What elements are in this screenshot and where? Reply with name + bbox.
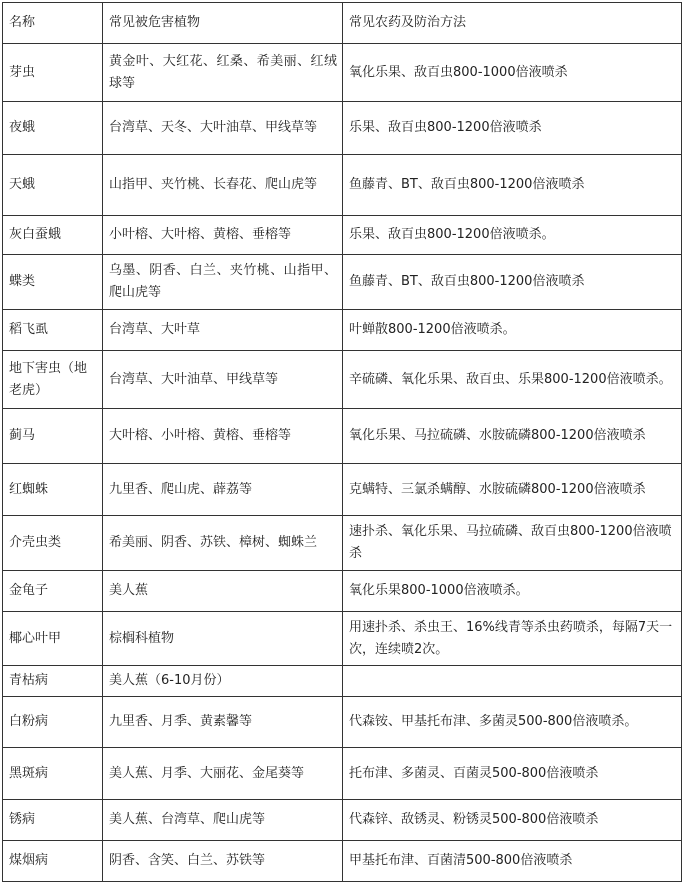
- cell-plants: 美人蕉（6-10月份）: [103, 666, 343, 697]
- table-row: [3, 841, 682, 882]
- cell-name: 稻飞虱: [3, 310, 103, 351]
- cell-method: 叶蝉散800-1200倍液喷杀。: [343, 310, 682, 351]
- table-row: [3, 697, 682, 748]
- table-row: [3, 102, 682, 155]
- cell-plants: 乌墨、阴香、白兰、夹竹桃、山指甲、爬山虎等: [103, 255, 343, 310]
- pest-control-table: [2, 2, 682, 882]
- cell-plants: 美人蕉: [103, 571, 343, 612]
- table-row: [3, 351, 682, 409]
- cell-method: 辛硫磷、氧化乐果、敌百虫、乐果800-1200倍液喷杀。: [343, 351, 682, 409]
- cell-name: 天蛾: [3, 155, 103, 216]
- cell-name: 地下害虫（地老虎）: [3, 351, 103, 409]
- table-row: [3, 216, 682, 255]
- cell-plants: 山指甲、夹竹桃、长春花、爬山虎等: [103, 155, 343, 216]
- cell-method: 乐果、敌百虫800-1200倍液喷杀: [343, 102, 682, 155]
- cell-name: 介壳虫类: [3, 516, 103, 571]
- table-body: [3, 44, 682, 882]
- cell-method: 氧化乐果、敌百虫800-1000倍液喷杀: [343, 44, 682, 102]
- table-row: [3, 748, 682, 800]
- table-row: [3, 464, 682, 516]
- cell-plants: 九里香、爬山虎、薜荔等: [103, 464, 343, 516]
- cell-plants: 黄金叶、大红花、红桑、希美丽、红绒球等: [103, 44, 343, 102]
- cell-plants: 台湾草、天冬、大叶油草、甲线草等: [103, 102, 343, 155]
- header-row: [3, 3, 682, 44]
- table-row: [3, 571, 682, 612]
- cell-name: 蝶类: [3, 255, 103, 310]
- cell-method: 甲基托布津、百菌清500-800倍液喷杀: [343, 841, 682, 882]
- cell-method: 托布津、多菌灵、百菌灵500-800倍液喷杀: [343, 748, 682, 800]
- cell-method: 鱼藤青、BT、敌百虫800-1200倍液喷杀: [343, 155, 682, 216]
- cell-plants: 棕榈科植物: [103, 612, 343, 666]
- cell-name: 灰白蚕蛾: [3, 216, 103, 255]
- cell-plants: 台湾草、大叶草: [103, 310, 343, 351]
- table-row: [3, 800, 682, 841]
- cell-plants: 阴香、含笑、白兰、苏铁等: [103, 841, 343, 882]
- table-row: [3, 310, 682, 351]
- cell-plants: 美人蕉、台湾草、爬山虎等: [103, 800, 343, 841]
- table-row: [3, 44, 682, 102]
- cell-method: 氧化乐果、马拉硫磷、水胺硫磷800-1200倍液喷杀: [343, 409, 682, 464]
- cell-plants: 大叶榕、小叶榕、黄榕、垂榕等: [103, 409, 343, 464]
- cell-name: 金龟子: [3, 571, 103, 612]
- cell-method: 代森铵、甲基托布津、多菌灵500-800倍液喷杀。: [343, 697, 682, 748]
- cell-plants: 希美丽、阴香、苏铁、樟树、蜘蛛兰: [103, 516, 343, 571]
- header-name: 名称: [3, 3, 103, 44]
- cell-plants: 台湾草、大叶油草、甲线草等: [103, 351, 343, 409]
- cell-method: 氧化乐果800-1000倍液喷杀。: [343, 571, 682, 612]
- table-row: [3, 255, 682, 310]
- cell-method: [343, 666, 682, 697]
- header-method: 常见农药及防治方法: [343, 3, 682, 44]
- cell-name: 煤烟病: [3, 841, 103, 882]
- cell-method: 代森锌、敌锈灵、粉锈灵500-800倍液喷杀: [343, 800, 682, 841]
- cell-name: 蓟马: [3, 409, 103, 464]
- table-row: [3, 155, 682, 216]
- cell-method: 速扑杀、氧化乐果、马拉硫磷、敌百虫800-1200倍液喷杀: [343, 516, 682, 571]
- cell-name: 椰心叶甲: [3, 612, 103, 666]
- table-row: [3, 516, 682, 571]
- cell-name: 芽虫: [3, 44, 103, 102]
- cell-plants: 小叶榕、大叶榕、黄榕、垂榕等: [103, 216, 343, 255]
- cell-method: 克螨特、三氯杀螨醇、水胺硫磷800-1200倍液喷杀: [343, 464, 682, 516]
- cell-name: 黑斑病: [3, 748, 103, 800]
- cell-name: 白粉病: [3, 697, 103, 748]
- cell-name: 夜蛾: [3, 102, 103, 155]
- cell-method: 用速扑杀、杀虫王、16%线青等杀虫药喷杀，每隔7天一次，连续喷2次。: [343, 612, 682, 666]
- cell-method: 鱼藤青、BT、敌百虫800-1200倍液喷杀: [343, 255, 682, 310]
- cell-plants: 九里香、月季、黄素馨等: [103, 697, 343, 748]
- cell-plants: 美人蕉、月季、大丽花、金尾葵等: [103, 748, 343, 800]
- cell-name: 青枯病: [3, 666, 103, 697]
- cell-name: 红蜘蛛: [3, 464, 103, 516]
- table-row: [3, 666, 682, 697]
- table-row: [3, 409, 682, 464]
- cell-method: 乐果、敌百虫800-1200倍液喷杀。: [343, 216, 682, 255]
- cell-name: 锈病: [3, 800, 103, 841]
- table-row: [3, 612, 682, 666]
- header-plants: 常见被危害植物: [103, 3, 343, 44]
